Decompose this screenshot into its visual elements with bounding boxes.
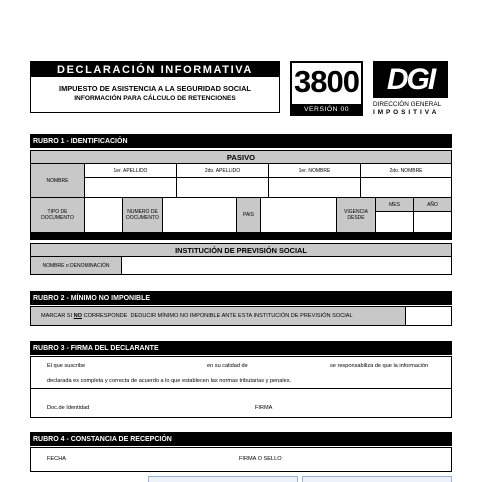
institucion-heading: INSTITUCIÓN DE PREVISIÓN SOCIAL bbox=[30, 243, 452, 257]
nombre2-field[interactable] bbox=[361, 178, 452, 198]
form-subtitle-2: INFORMACIÓN PARA CÁLCULO DE RETENCIONES bbox=[74, 95, 236, 102]
pais-field[interactable] bbox=[261, 198, 337, 233]
form-version: VERSIÓN 00 bbox=[292, 104, 361, 114]
firma-field[interactable] bbox=[282, 400, 447, 412]
vigencia-label: VIGENCIA DESDE bbox=[337, 198, 376, 233]
minimo-text-no: NO bbox=[73, 313, 83, 319]
minimo-no-imponible-checkbox[interactable] bbox=[406, 306, 452, 326]
nombre-denominacion-label: NOMBRE o DENOMINACIÓN bbox=[30, 257, 122, 275]
declaracion-text: declarada es completa y correcta de acuerdo a lo que establecen las normas tributarias y penales. bbox=[47, 378, 292, 384]
responsabiliza-text: se responsabiliza de que la información bbox=[330, 363, 429, 369]
form-subtitle: IMPUESTO DE ASISTENCIA A LA SEGURIDAD SOCIAL bbox=[59, 84, 251, 93]
firma-label: FIRMA bbox=[255, 405, 273, 411]
apellido1-field[interactable] bbox=[85, 178, 177, 198]
nombre2-label: 2do. NOMBRE bbox=[361, 164, 452, 178]
numero-documento-label: NUMERO DE DOCUMENTO bbox=[123, 198, 163, 233]
recepcion-stamp-box-2 bbox=[302, 476, 452, 482]
tipo-documento-field[interactable] bbox=[85, 198, 123, 233]
rubro4-heading: RUBRO 4 - CONSTANCIA DE RECEPCIÓN bbox=[30, 432, 452, 446]
dgi-logo bbox=[373, 61, 448, 98]
rubro3-heading: RUBRO 3 - FIRMA DEL DECLARANTE bbox=[30, 341, 452, 355]
firma-sello-label: FIRMA O SELLO bbox=[239, 456, 282, 462]
recepcion-stamp-box bbox=[148, 476, 298, 482]
form-number: 3800 bbox=[294, 63, 359, 99]
pais-label: PAIS bbox=[237, 198, 261, 233]
nombre-denominacion-field[interactable] bbox=[122, 257, 452, 275]
declarante-divider bbox=[30, 388, 452, 389]
apellido2-label: 2do. APELLIDO bbox=[177, 164, 269, 178]
nombre-label: NOMBRE bbox=[30, 164, 85, 198]
firma-sello-field[interactable] bbox=[292, 452, 447, 466]
calidad-label: en su calidad de bbox=[207, 363, 248, 369]
mes-label: MES bbox=[376, 198, 414, 212]
doc-identidad-field[interactable] bbox=[95, 400, 245, 412]
agency-name: DIRECCIÓN GENERAL bbox=[373, 101, 442, 108]
el-que-suscribe-field[interactable] bbox=[92, 370, 202, 371]
tipo-documento-label: TIPO DE DOCUMENTO bbox=[30, 198, 85, 233]
form-title: DECLARACIÓN INFORMATIVA bbox=[31, 62, 279, 77]
mes-field[interactable] bbox=[376, 212, 414, 233]
rubro1-heading: RUBRO 1 - IDENTIFICACIÓN bbox=[30, 134, 452, 148]
apellido1-label: 1er. APELLIDO bbox=[85, 164, 177, 178]
minimo-text-a: MARCAR SI bbox=[41, 313, 74, 319]
fecha-label: FECHA bbox=[47, 456, 66, 462]
anio-label: AÑO bbox=[414, 198, 452, 212]
minimo-no-imponible-text bbox=[30, 306, 406, 326]
section-divider bbox=[30, 233, 452, 240]
anio-field[interactable] bbox=[414, 212, 452, 233]
nombre1-field[interactable] bbox=[269, 178, 361, 198]
nombre1-label: 1er. NOMBRE bbox=[269, 164, 361, 178]
agency-name-2: I M P O S I T I V A bbox=[373, 109, 437, 116]
dgi-logo-text: DGI bbox=[386, 62, 435, 96]
numero-documento-field[interactable] bbox=[163, 198, 237, 233]
minimo-text-b: CORRESPONDE DEDUCIR MÍNIMO NO IMPONIBLE ANTE ESTA INSTITUCIÓN DE PREVISIÓN SOCIAL bbox=[82, 313, 353, 319]
el-que-suscribe-label: El que suscribe bbox=[47, 363, 86, 369]
apellido2-field[interactable] bbox=[177, 178, 269, 198]
rubro2-heading: RUBRO 2 - MÍNIMO NO IMPONIBLE bbox=[30, 291, 452, 305]
calidad-field[interactable] bbox=[258, 370, 326, 371]
fecha-field[interactable] bbox=[72, 452, 232, 466]
pasivo-heading: PASIVO bbox=[30, 150, 452, 164]
doc-identidad-label: Doc.de Identidad bbox=[47, 405, 90, 411]
